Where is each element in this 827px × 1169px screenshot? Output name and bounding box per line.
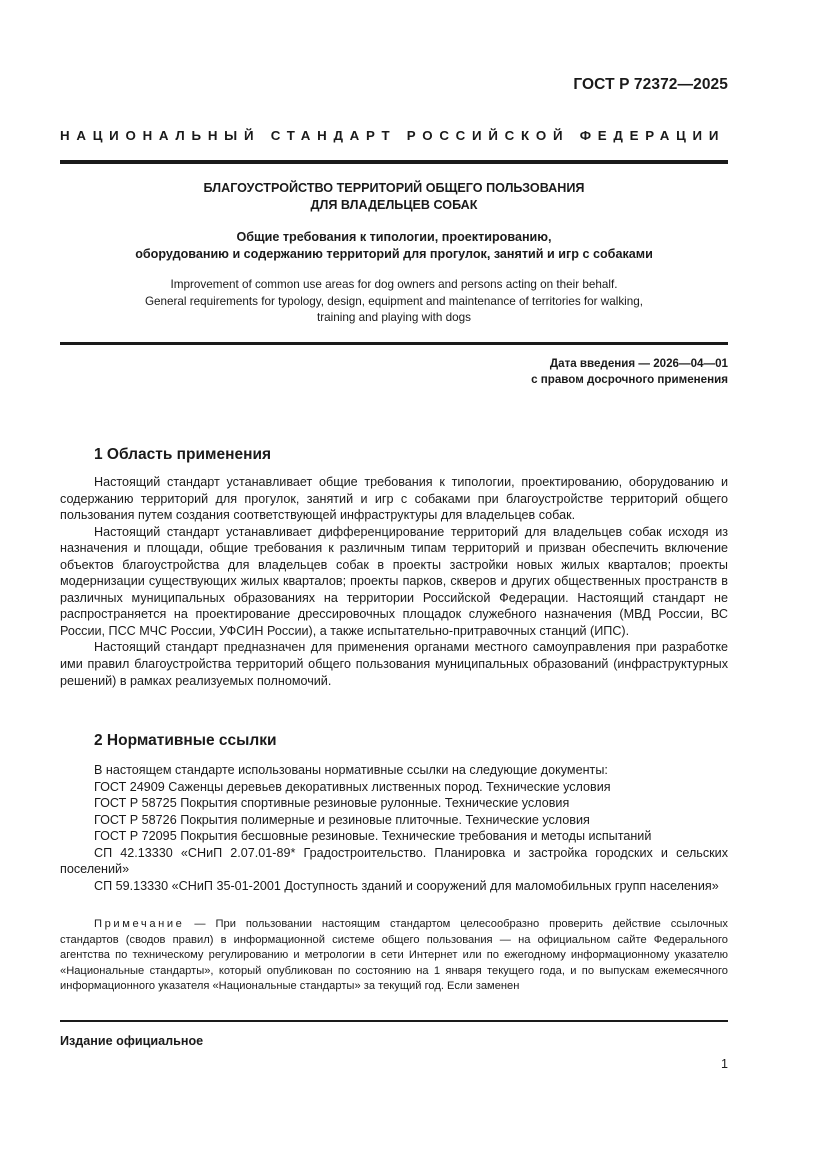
paragraph: Настоящий стандарт устанавливает общие требования к типологии, проектированию, оборудованию и содержанию территорий для прогулок, занятий и игр с собаками при благоустройстве территорий общего пользования путем создания соответствующей инфраструктуры для владельцев собак. — [60, 475, 728, 523]
introduction-date — [531, 356, 728, 387]
english-title-line: training and playing with dogs — [317, 311, 471, 324]
reference-item: СП 59.13330 «СНиП 35-01-2001 Доступность зданий и сооружений для маломобильных групп населения» — [94, 878, 719, 893]
section-2-heading: 2 Нормативные ссылки — [94, 732, 277, 749]
title-line: БЛАГОУСТРОЙСТВО ТЕРРИТОРИЙ ОБЩЕГО ПОЛЬЗОВАНИЯ — [203, 181, 585, 195]
early-application-line: с правом досрочного применения — [531, 372, 728, 386]
subtitle-line: оборудованию и содержанию территорий для прогулок, занятий и игр с собаками — [135, 247, 653, 261]
section-2-body — [60, 762, 728, 894]
note — [60, 917, 728, 995]
section-1-body — [60, 474, 728, 689]
reference-item: ГОСТ 24909 Саженцы деревьев декоративных лиственных пород. Технические условия — [94, 779, 611, 794]
note-label: Примечание — [94, 918, 185, 930]
paragraph: В настоящем стандарте использованы нормативные ссылки на следующие документы: — [94, 763, 608, 777]
paragraph: Настоящий стандарт устанавливает дифференцирование территорий для владельцев собак исходя из назначения и площади, общие требования к различным типам территорий и призван обеспечить включение объектов благоустройства для владельцев собак в проекты застройки новых жилых кварталов; проекты модернизации существующих жилых кварталов; проекты парков, скверов и других общественных пространств в различных муниципальных образованиях на территории Российской Федерации. Настоящий стандарт не распространяется на проектирование дрессировочных площадок служебного назначения (МВД России, ВС России, ПСС МЧС России, УФСИН России), а также испытательно-притравочных станций (ИПС). — [60, 524, 728, 638]
official-edition-label: Издание официальное — [60, 1034, 204, 1048]
footer-divider — [60, 1020, 728, 1022]
paragraph: Настоящий стандарт предназначен для применения органами местного самоуправления при разработке ими правил благоустройства территорий общего пользования муниципальных образований (инфраструктурных решений) в рамках реализуемых полномочий. — [60, 640, 728, 688]
document-number: ГОСТ Р 72372—2025 — [573, 76, 728, 93]
section-1-heading: 1 Область применения — [94, 446, 272, 463]
page-number: 1 — [720, 1057, 728, 1071]
title-divider — [60, 342, 728, 345]
document-title — [60, 180, 728, 214]
note-text: — При пользовании настоящим стандартом целесообразно проверить действие ссылочных стандартов (сводов правил) в информационной системе общего пользования — на официальном сайте Федерального агентства по техническому регулированию и метрологии в сети Интернет или по ежегодному информационному указателю «Национальные стандарты», который опубликован по состоянию на 1 января текущего года, и по выпускам ежемесячного информационного указателя «Национальные стандарты» за текущий год. Если заменен — [60, 918, 728, 992]
title-line: ДЛЯ ВЛАДЕЛЬЦЕВ СОБАК — [310, 198, 478, 212]
reference-item: ГОСТ Р 58725 Покрытия спортивные резиновые рулонные. Технические условия — [94, 796, 570, 811]
subtitle-line: Общие требования к типологии, проектированию, — [236, 230, 552, 244]
introduction-date-line: Дата введения — 2026—04—01 — [549, 357, 728, 370]
reference-item: ГОСТ Р 72095 Покрытия бесшовные резиновые. Технические требования и методы испытаний — [94, 829, 652, 844]
english-title-line: General requirements for typology, design, equipment and maintenance of territories for walking, — [144, 294, 644, 308]
header-divider — [60, 160, 728, 164]
english-title-line: Improvement of common use areas for dog owners and persons acting on their behalf. — [170, 278, 618, 291]
english-title — [60, 277, 728, 327]
document-subtitle — [60, 229, 728, 263]
national-standard-heading: НАЦИОНАЛЬНЫЙ СТАНДАРТ РОССИЙСКОЙ ФЕДЕРАЦИИ — [60, 128, 726, 143]
reference-item: ГОСТ Р 58726 Покрытия полимерные и резиновые плиточные. Технические условия — [94, 812, 590, 827]
reference-item: СП 42.13330 «СНиП 2.07.01-89* Градостроительство. Планировка и застройка городских и сельских поселений» — [60, 845, 728, 877]
